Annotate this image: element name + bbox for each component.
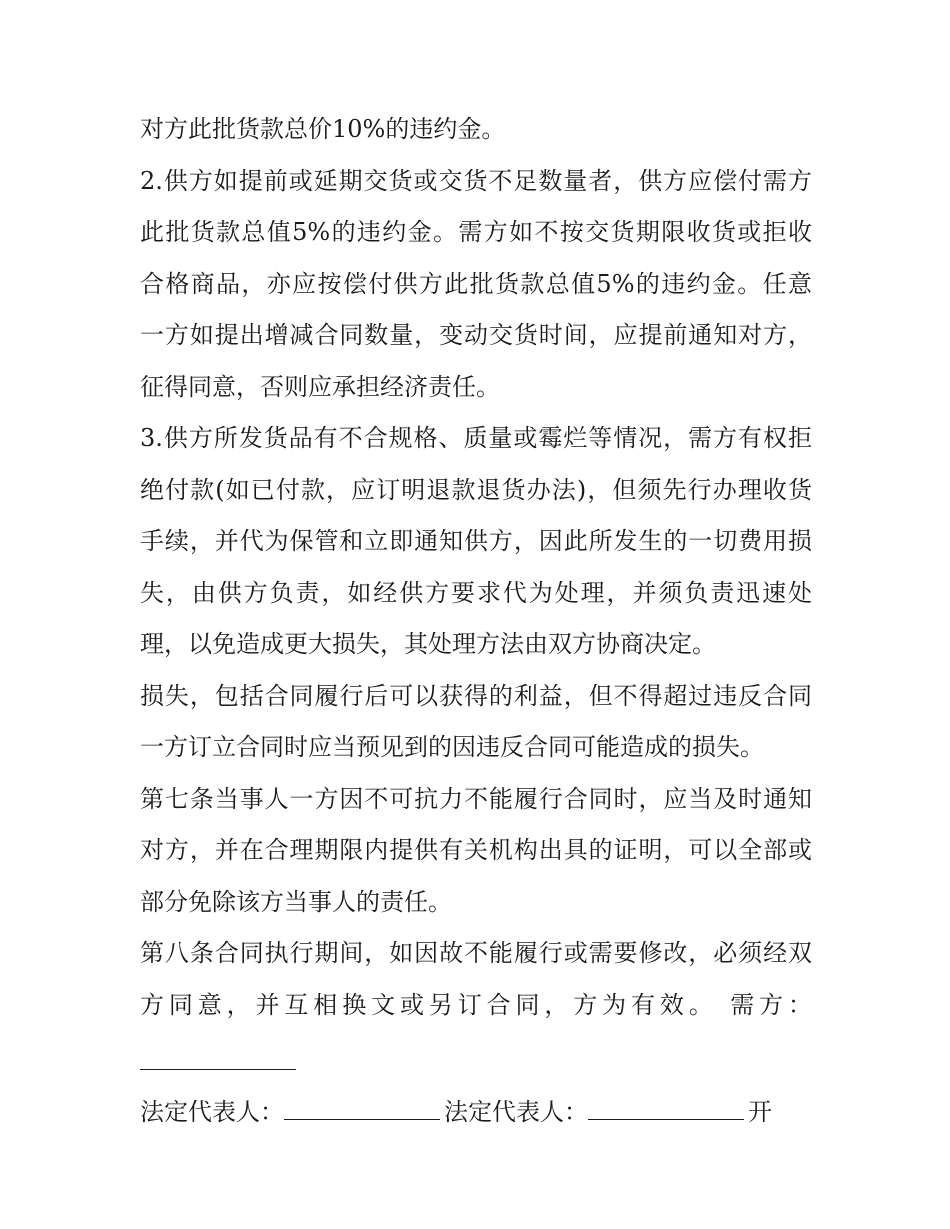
text-line: 对方，并在合理期限内提供有关机构出具的证明，可以全部或 bbox=[140, 836, 812, 864]
text-line: 部分免除该方当事人的责任。 bbox=[140, 887, 452, 916]
text-line: 对方此批货款总价10%的违约金。 bbox=[140, 115, 506, 143]
legal-rep-label-1: 法定代表人： bbox=[140, 1097, 284, 1126]
legal-rep-blank-1 bbox=[284, 1093, 440, 1120]
text-line: 2.供方如提前或延期交货或交货不足数量者，供方应偿付需方 bbox=[140, 166, 812, 195]
text-line: 此批货款总值5%的违约金。需方如不按交货期限收货或拒收 bbox=[140, 218, 812, 246]
signature-underline bbox=[140, 1069, 296, 1070]
text-line: 征得同意，否则应承担经济责任。 bbox=[140, 372, 500, 401]
contract-body bbox=[140, 104, 812, 1138]
text-line: 3.供方所发货品有不合规格、质量或霉烂等情况，需方有权拒 bbox=[140, 424, 812, 452]
trailing-text: 开 bbox=[748, 1097, 772, 1126]
text-line: 一方如提出增减合同数量，变动交货时间，应提前通知对方， bbox=[140, 321, 812, 349]
legal-rep-blank-2 bbox=[588, 1093, 744, 1120]
text-line: 一方订立合同时应当预见到的因违反合同可能造成的损失。 bbox=[140, 733, 764, 761]
text-line: 合格商品，亦应按偿付供方此批货款总值5%的违约金。任意 bbox=[140, 269, 812, 298]
text-line: 第八条合同执行期间，如因故不能履行或需要修改，必须经双 bbox=[140, 939, 812, 967]
text-line: 理，以免造成更大损失，其处理方法由双方协商决定。 bbox=[140, 630, 716, 658]
text-line: 损失，包括合同履行后可以获得的利益，但不得超过违反合同 bbox=[140, 681, 812, 710]
legal-rep-label-2: 法定代表人： bbox=[444, 1097, 588, 1126]
text-line: 手续，并代为保管和立即通知供方，因此所发生的一切费用损 bbox=[140, 527, 812, 555]
signature-row bbox=[140, 1087, 812, 1139]
text-line: 失，由供方负责，如经供方要求代为处理，并须负责迅速处 bbox=[140, 578, 812, 607]
signature-blank-line bbox=[140, 1031, 812, 1083]
text-line: 方同意，并互相换文或另订合同，方为有效。 需方： bbox=[140, 990, 812, 1019]
text-line: 绝付款(如已付款，应订明退款退货办法)，但须先行办理收货 bbox=[140, 475, 812, 504]
text-line: 第七条当事人一方因不可抗力不能履行合同时，应当及时通知 bbox=[140, 784, 812, 813]
